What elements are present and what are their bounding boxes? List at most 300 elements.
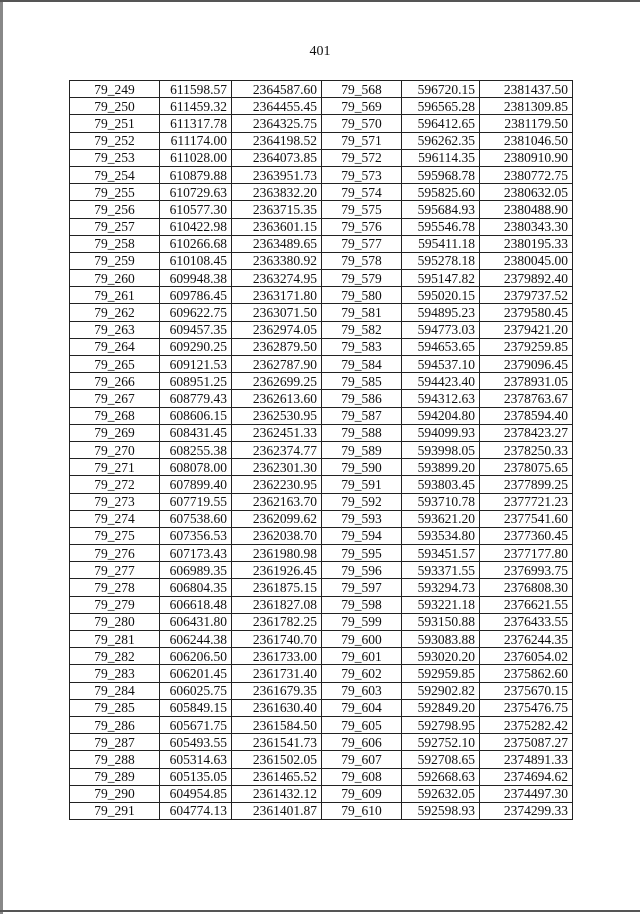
table-row	[70, 338, 573, 355]
left-y-coordinate: 2361541.73	[232, 734, 322, 751]
right-x-coordinate: 593899.20	[402, 459, 480, 476]
left-x-coordinate: 605135.05	[160, 768, 232, 785]
right-x-coordinate: 593710.78	[402, 493, 480, 510]
right-y-coordinate: 2379580.45	[480, 304, 573, 321]
table-row	[70, 476, 573, 493]
left-point-id: 79_286	[70, 716, 160, 733]
right-point-id: 79_604	[322, 699, 402, 716]
left-x-coordinate: 607899.40	[160, 476, 232, 493]
table-row	[70, 510, 573, 527]
left-point-id: 79_256	[70, 201, 160, 218]
left-y-coordinate: 2361733.00	[232, 648, 322, 665]
right-point-id: 79_585	[322, 373, 402, 390]
right-point-id: 79_581	[322, 304, 402, 321]
right-x-coordinate: 593150.88	[402, 613, 480, 630]
left-point-id: 79_259	[70, 252, 160, 269]
left-y-coordinate: 2363489.65	[232, 235, 322, 252]
left-y-coordinate: 2363832.20	[232, 184, 322, 201]
right-y-coordinate: 2376993.75	[480, 562, 573, 579]
right-y-coordinate: 2380488.90	[480, 201, 573, 218]
left-x-coordinate: 609121.53	[160, 356, 232, 373]
table-row	[70, 235, 573, 252]
table-row	[70, 252, 573, 269]
left-y-coordinate: 2361926.45	[232, 562, 322, 579]
right-x-coordinate: 592668.63	[402, 768, 480, 785]
right-y-coordinate: 2378763.67	[480, 390, 573, 407]
left-point-id: 79_288	[70, 751, 160, 768]
table-row	[70, 132, 573, 149]
left-y-coordinate: 2362699.25	[232, 373, 322, 390]
right-point-id: 79_598	[322, 596, 402, 613]
right-y-coordinate: 2381437.50	[480, 81, 573, 98]
right-point-id: 79_571	[322, 132, 402, 149]
right-y-coordinate: 2376054.02	[480, 648, 573, 665]
right-point-id: 79_569	[322, 98, 402, 115]
right-x-coordinate: 595278.18	[402, 252, 480, 269]
table-row	[70, 734, 573, 751]
left-point-id: 79_284	[70, 682, 160, 699]
right-y-coordinate: 2374497.30	[480, 785, 573, 802]
left-y-coordinate: 2361630.40	[232, 699, 322, 716]
right-x-coordinate: 594423.40	[402, 373, 480, 390]
left-y-coordinate: 2364325.75	[232, 115, 322, 132]
right-point-id: 79_586	[322, 390, 402, 407]
left-x-coordinate: 607356.53	[160, 527, 232, 544]
left-y-coordinate: 2364073.85	[232, 149, 322, 166]
left-x-coordinate: 607719.55	[160, 493, 232, 510]
left-point-id: 79_260	[70, 270, 160, 287]
table-row	[70, 613, 573, 630]
right-y-coordinate: 2378250.33	[480, 441, 573, 458]
right-point-id: 79_568	[322, 81, 402, 98]
right-point-id: 79_607	[322, 751, 402, 768]
left-y-coordinate: 2362613.60	[232, 390, 322, 407]
right-y-coordinate: 2374299.33	[480, 802, 573, 819]
left-x-coordinate: 609786.45	[160, 287, 232, 304]
left-x-coordinate: 606989.35	[160, 562, 232, 579]
left-y-coordinate: 2361465.52	[232, 768, 322, 785]
left-x-coordinate: 607173.43	[160, 545, 232, 562]
table-row	[70, 699, 573, 716]
right-x-coordinate: 593083.88	[402, 631, 480, 648]
right-point-id: 79_608	[322, 768, 402, 785]
table-row	[70, 166, 573, 183]
left-y-coordinate: 2362974.05	[232, 321, 322, 338]
left-point-id: 79_265	[70, 356, 160, 373]
left-point-id: 79_270	[70, 441, 160, 458]
right-x-coordinate: 596114.35	[402, 149, 480, 166]
right-point-id: 79_589	[322, 441, 402, 458]
left-point-id: 79_283	[70, 665, 160, 682]
right-point-id: 79_578	[322, 252, 402, 269]
left-point-id: 79_249	[70, 81, 160, 98]
table-row	[70, 768, 573, 785]
table-row	[70, 545, 573, 562]
right-y-coordinate: 2378075.65	[480, 459, 573, 476]
left-y-coordinate: 2362451.33	[232, 424, 322, 441]
left-x-coordinate: 606618.48	[160, 596, 232, 613]
table-row	[70, 115, 573, 132]
left-point-id: 79_267	[70, 390, 160, 407]
left-point-id: 79_281	[70, 631, 160, 648]
right-x-coordinate: 596720.15	[402, 81, 480, 98]
table-row	[70, 184, 573, 201]
right-x-coordinate: 592849.20	[402, 699, 480, 716]
left-x-coordinate: 610577.30	[160, 201, 232, 218]
right-point-id: 79_600	[322, 631, 402, 648]
table-row	[70, 98, 573, 115]
left-point-id: 79_277	[70, 562, 160, 579]
right-x-coordinate: 596565.28	[402, 98, 480, 115]
right-y-coordinate: 2380910.90	[480, 149, 573, 166]
left-x-coordinate: 606206.50	[160, 648, 232, 665]
left-point-id: 79_278	[70, 579, 160, 596]
right-y-coordinate: 2378423.27	[480, 424, 573, 441]
left-x-coordinate: 608431.45	[160, 424, 232, 441]
left-point-id: 79_252	[70, 132, 160, 149]
right-x-coordinate: 593803.45	[402, 476, 480, 493]
left-x-coordinate: 610422.98	[160, 218, 232, 235]
left-point-id: 79_261	[70, 287, 160, 304]
right-x-coordinate: 593221.18	[402, 596, 480, 613]
table-row	[70, 373, 573, 390]
table-row	[70, 716, 573, 733]
left-y-coordinate: 2363171.80	[232, 287, 322, 304]
right-x-coordinate: 594537.10	[402, 356, 480, 373]
left-point-id: 79_269	[70, 424, 160, 441]
right-point-id: 79_575	[322, 201, 402, 218]
table-row	[70, 785, 573, 802]
left-y-coordinate: 2363951.73	[232, 166, 322, 183]
left-y-coordinate: 2364587.60	[232, 81, 322, 98]
left-point-id: 79_276	[70, 545, 160, 562]
left-point-id: 79_255	[70, 184, 160, 201]
right-point-id: 79_587	[322, 407, 402, 424]
right-y-coordinate: 2380632.05	[480, 184, 573, 201]
right-y-coordinate: 2377541.60	[480, 510, 573, 527]
table-row	[70, 665, 573, 682]
left-x-coordinate: 605849.15	[160, 699, 232, 716]
table-row	[70, 562, 573, 579]
table-row	[70, 287, 573, 304]
left-y-coordinate: 2361980.98	[232, 545, 322, 562]
right-point-id: 79_610	[322, 802, 402, 819]
right-point-id: 79_596	[322, 562, 402, 579]
left-x-coordinate: 606025.75	[160, 682, 232, 699]
table-row	[70, 270, 573, 287]
right-y-coordinate: 2378931.05	[480, 373, 573, 390]
left-point-id: 79_290	[70, 785, 160, 802]
right-point-id: 79_602	[322, 665, 402, 682]
left-x-coordinate: 610729.63	[160, 184, 232, 201]
table-row	[70, 493, 573, 510]
left-point-id: 79_279	[70, 596, 160, 613]
right-x-coordinate: 594895.23	[402, 304, 480, 321]
right-x-coordinate: 593371.55	[402, 562, 480, 579]
right-x-coordinate: 596412.65	[402, 115, 480, 132]
left-y-coordinate: 2361731.40	[232, 665, 322, 682]
right-y-coordinate: 2380772.75	[480, 166, 573, 183]
left-x-coordinate: 608078.00	[160, 459, 232, 476]
table-row	[70, 304, 573, 321]
right-point-id: 79_597	[322, 579, 402, 596]
left-point-id: 79_280	[70, 613, 160, 630]
right-y-coordinate: 2375282.42	[480, 716, 573, 733]
left-x-coordinate: 605314.63	[160, 751, 232, 768]
right-point-id: 79_594	[322, 527, 402, 544]
left-y-coordinate: 2361584.50	[232, 716, 322, 733]
right-point-id: 79_605	[322, 716, 402, 733]
right-x-coordinate: 595411.18	[402, 235, 480, 252]
left-point-id: 79_274	[70, 510, 160, 527]
left-x-coordinate: 609622.75	[160, 304, 232, 321]
right-y-coordinate: 2375862.60	[480, 665, 573, 682]
right-x-coordinate: 594312.63	[402, 390, 480, 407]
right-x-coordinate: 592598.93	[402, 802, 480, 819]
left-y-coordinate: 2362230.95	[232, 476, 322, 493]
left-point-id: 79_282	[70, 648, 160, 665]
right-y-coordinate: 2377721.23	[480, 493, 573, 510]
left-point-id: 79_263	[70, 321, 160, 338]
left-y-coordinate: 2361875.15	[232, 579, 322, 596]
left-x-coordinate: 610108.45	[160, 252, 232, 269]
left-y-coordinate: 2364198.52	[232, 132, 322, 149]
left-point-id: 79_266	[70, 373, 160, 390]
left-x-coordinate: 611174.00	[160, 132, 232, 149]
table-row	[70, 682, 573, 699]
scan-edge-top	[0, 0, 640, 2]
right-point-id: 79_603	[322, 682, 402, 699]
left-y-coordinate: 2361827.08	[232, 596, 322, 613]
table-row	[70, 149, 573, 166]
right-x-coordinate: 592708.65	[402, 751, 480, 768]
right-y-coordinate: 2379737.52	[480, 287, 573, 304]
right-y-coordinate: 2381046.50	[480, 132, 573, 149]
right-point-id: 79_592	[322, 493, 402, 510]
right-point-id: 79_606	[322, 734, 402, 751]
left-y-coordinate: 2363380.92	[232, 252, 322, 269]
left-point-id: 79_251	[70, 115, 160, 132]
left-y-coordinate: 2362099.62	[232, 510, 322, 527]
table-row	[70, 201, 573, 218]
right-y-coordinate: 2377899.25	[480, 476, 573, 493]
right-point-id: 79_580	[322, 287, 402, 304]
left-point-id: 79_287	[70, 734, 160, 751]
table-row	[70, 356, 573, 373]
table-row	[70, 596, 573, 613]
right-point-id: 79_582	[322, 321, 402, 338]
table-row	[70, 802, 573, 819]
right-x-coordinate: 592752.10	[402, 734, 480, 751]
right-y-coordinate: 2381179.50	[480, 115, 573, 132]
right-x-coordinate: 594773.03	[402, 321, 480, 338]
left-y-coordinate: 2362879.50	[232, 338, 322, 355]
left-x-coordinate: 610879.88	[160, 166, 232, 183]
left-x-coordinate: 608606.15	[160, 407, 232, 424]
table-row	[70, 459, 573, 476]
left-x-coordinate: 608255.38	[160, 441, 232, 458]
left-y-coordinate: 2362530.95	[232, 407, 322, 424]
left-y-coordinate: 2362301.30	[232, 459, 322, 476]
table-row	[70, 407, 573, 424]
right-point-id: 79_570	[322, 115, 402, 132]
left-x-coordinate: 604954.85	[160, 785, 232, 802]
left-x-coordinate: 609290.25	[160, 338, 232, 355]
table-row	[70, 527, 573, 544]
left-x-coordinate: 609948.38	[160, 270, 232, 287]
left-x-coordinate: 607538.60	[160, 510, 232, 527]
right-y-coordinate: 2376244.35	[480, 631, 573, 648]
table-row	[70, 631, 573, 648]
right-point-id: 79_579	[322, 270, 402, 287]
left-x-coordinate: 606431.80	[160, 613, 232, 630]
left-y-coordinate: 2363715.35	[232, 201, 322, 218]
left-point-id: 79_273	[70, 493, 160, 510]
right-x-coordinate: 593020.20	[402, 648, 480, 665]
left-y-coordinate: 2363601.15	[232, 218, 322, 235]
right-point-id: 79_593	[322, 510, 402, 527]
right-x-coordinate: 594099.93	[402, 424, 480, 441]
right-point-id: 79_601	[322, 648, 402, 665]
right-point-id: 79_583	[322, 338, 402, 355]
right-x-coordinate: 593621.20	[402, 510, 480, 527]
right-y-coordinate: 2381309.85	[480, 98, 573, 115]
left-x-coordinate: 604774.13	[160, 802, 232, 819]
left-point-id: 79_291	[70, 802, 160, 819]
right-x-coordinate: 593534.80	[402, 527, 480, 544]
left-y-coordinate: 2361782.25	[232, 613, 322, 630]
left-point-id: 79_262	[70, 304, 160, 321]
left-y-coordinate: 2361502.05	[232, 751, 322, 768]
left-point-id: 79_258	[70, 235, 160, 252]
right-point-id: 79_590	[322, 459, 402, 476]
table-row	[70, 390, 573, 407]
right-x-coordinate: 595825.60	[402, 184, 480, 201]
right-y-coordinate: 2379421.20	[480, 321, 573, 338]
right-x-coordinate: 593294.73	[402, 579, 480, 596]
left-x-coordinate: 605493.55	[160, 734, 232, 751]
right-y-coordinate: 2379259.85	[480, 338, 573, 355]
left-point-id: 79_250	[70, 98, 160, 115]
right-x-coordinate: 595147.82	[402, 270, 480, 287]
left-y-coordinate: 2363274.95	[232, 270, 322, 287]
right-point-id: 79_574	[322, 184, 402, 201]
left-point-id: 79_275	[70, 527, 160, 544]
right-point-id: 79_595	[322, 545, 402, 562]
right-y-coordinate: 2374891.33	[480, 751, 573, 768]
table-row	[70, 648, 573, 665]
right-y-coordinate: 2379892.40	[480, 270, 573, 287]
left-y-coordinate: 2362038.70	[232, 527, 322, 544]
left-y-coordinate: 2361740.70	[232, 631, 322, 648]
right-point-id: 79_577	[322, 235, 402, 252]
left-point-id: 79_268	[70, 407, 160, 424]
left-x-coordinate: 611317.78	[160, 115, 232, 132]
right-y-coordinate: 2376433.55	[480, 613, 573, 630]
right-x-coordinate: 594653.65	[402, 338, 480, 355]
table-row	[70, 579, 573, 596]
left-y-coordinate: 2361679.35	[232, 682, 322, 699]
left-y-coordinate: 2362163.70	[232, 493, 322, 510]
right-x-coordinate: 593998.05	[402, 441, 480, 458]
left-point-id: 79_289	[70, 768, 160, 785]
page-number: 401	[309, 44, 331, 59]
right-y-coordinate: 2375670.15	[480, 682, 573, 699]
right-x-coordinate: 592959.85	[402, 665, 480, 682]
left-x-coordinate: 611028.00	[160, 149, 232, 166]
right-y-coordinate: 2376621.55	[480, 596, 573, 613]
right-point-id: 79_609	[322, 785, 402, 802]
right-y-coordinate: 2375476.75	[480, 699, 573, 716]
left-point-id: 79_257	[70, 218, 160, 235]
left-point-id: 79_253	[70, 149, 160, 166]
left-x-coordinate: 608951.25	[160, 373, 232, 390]
right-y-coordinate: 2380343.30	[480, 218, 573, 235]
coordinate-table-body	[70, 81, 573, 820]
left-x-coordinate: 605671.75	[160, 716, 232, 733]
left-point-id: 79_254	[70, 166, 160, 183]
left-x-coordinate: 611459.32	[160, 98, 232, 115]
right-point-id: 79_588	[322, 424, 402, 441]
right-y-coordinate: 2374694.62	[480, 768, 573, 785]
left-point-id: 79_272	[70, 476, 160, 493]
right-y-coordinate: 2378594.40	[480, 407, 573, 424]
left-y-coordinate: 2362374.77	[232, 441, 322, 458]
right-x-coordinate: 595968.78	[402, 166, 480, 183]
left-y-coordinate: 2363071.50	[232, 304, 322, 321]
scan-edge-bottom	[0, 910, 640, 912]
right-y-coordinate: 2380045.00	[480, 252, 573, 269]
left-x-coordinate: 606244.38	[160, 631, 232, 648]
right-x-coordinate: 595546.78	[402, 218, 480, 235]
table-row	[70, 218, 573, 235]
left-x-coordinate: 606201.45	[160, 665, 232, 682]
right-x-coordinate: 595684.93	[402, 201, 480, 218]
left-point-id: 79_271	[70, 459, 160, 476]
right-point-id: 79_599	[322, 613, 402, 630]
right-y-coordinate: 2380195.33	[480, 235, 573, 252]
right-point-id: 79_584	[322, 356, 402, 373]
right-y-coordinate: 2377360.45	[480, 527, 573, 544]
table-row	[70, 424, 573, 441]
left-point-id: 79_264	[70, 338, 160, 355]
right-x-coordinate: 595020.15	[402, 287, 480, 304]
left-y-coordinate: 2362787.90	[232, 356, 322, 373]
right-x-coordinate: 594204.80	[402, 407, 480, 424]
table-row	[70, 81, 573, 98]
right-y-coordinate: 2379096.45	[480, 356, 573, 373]
left-y-coordinate: 2361432.12	[232, 785, 322, 802]
left-point-id: 79_285	[70, 699, 160, 716]
right-point-id: 79_576	[322, 218, 402, 235]
scan-edge-left	[0, 0, 3, 914]
right-y-coordinate: 2375087.27	[480, 734, 573, 751]
right-x-coordinate: 592902.82	[402, 682, 480, 699]
left-x-coordinate: 611598.57	[160, 81, 232, 98]
left-y-coordinate: 2364455.45	[232, 98, 322, 115]
left-x-coordinate: 609457.35	[160, 321, 232, 338]
table-row	[70, 441, 573, 458]
right-point-id: 79_591	[322, 476, 402, 493]
right-point-id: 79_573	[322, 166, 402, 183]
right-y-coordinate: 2377177.80	[480, 545, 573, 562]
right-point-id: 79_572	[322, 149, 402, 166]
coordinate-table	[69, 80, 573, 820]
left-x-coordinate: 606804.35	[160, 579, 232, 596]
right-x-coordinate: 593451.57	[402, 545, 480, 562]
table-row	[70, 751, 573, 768]
table-row	[70, 321, 573, 338]
